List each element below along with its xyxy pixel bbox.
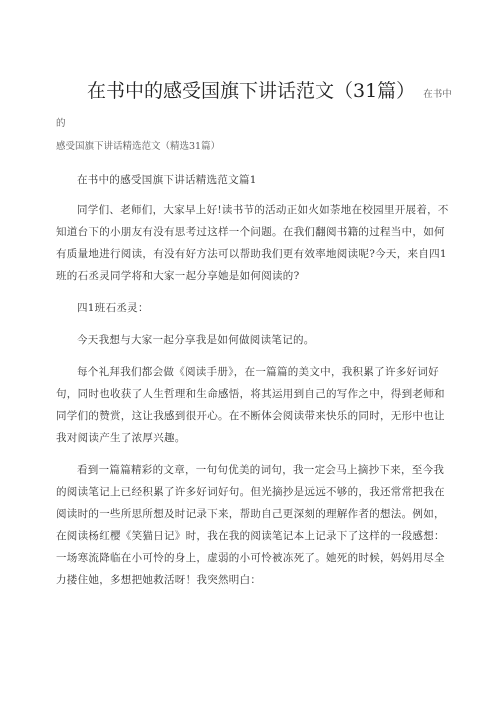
paragraph-intro: 同学们、老师们，大家早上好!读书节的活动正如火如荼地在校园里开展着，不知道台下的小朋友有没有思考过这样一个问题。在我们翻阅书籍的过程当中，如何有质量地进行阅读，有没有好方法可以帮助我们更有效率地阅读呢?今天，来自四1班的石丞灵同学将和大家一起分享她是如何阅读的?: [56, 204, 449, 282]
section-heading: 在书中的感受国旗下讲话精选范文篇1: [77, 174, 257, 186]
paragraph-notes: 看到一篇篇精彩的文章，一句句优美的词句，我一定会马上摘抄下来，至今我的阅读笔记上已经积累了许多好词好句。但光摘抄是远远不够的，我还常常把我在阅读时的一些所思所想及时记录下来，帮助自己更深刻的理解作者的想法。例如，在阅读杨红樱《笑猫日记》时，我在我的阅读笔记本上记录下了这样的一段感想：一场寒流降临在小可怜的身上，虚弱的小可怜被冻死了。她死的时候，妈妈用尽全力搂住她，多想把她救活呀！我突然明白：: [56, 464, 445, 586]
paragraph-reading-manual: 每个礼拜我们都会做《阅读手册》，在一篇篇的美文中，我积累了许多好词好句，同时也收获了人生哲理和生命感悟，将其运用到自己的写作之中，得到老师和同学们的赞赏，这让我感到很开心。在不断体会阅读带来快乐的同时，无形中也让我对阅读产生了浓厚兴趣。: [56, 366, 445, 444]
title-block: [56, 78, 454, 157]
document-title: 在书中的感受国旗下讲话范文（31篇）: [87, 80, 416, 102]
document-side-title: 在书中的: [56, 89, 452, 129]
document-subtitle: 感受国旗下讲话精选范文（精选31篇）: [56, 141, 221, 152]
paragraph-speaker: 四1班石丞灵：: [77, 302, 149, 314]
paragraph-topic: 今天我想与大家一起分享我是如何做阅读笔记的。: [77, 334, 315, 346]
